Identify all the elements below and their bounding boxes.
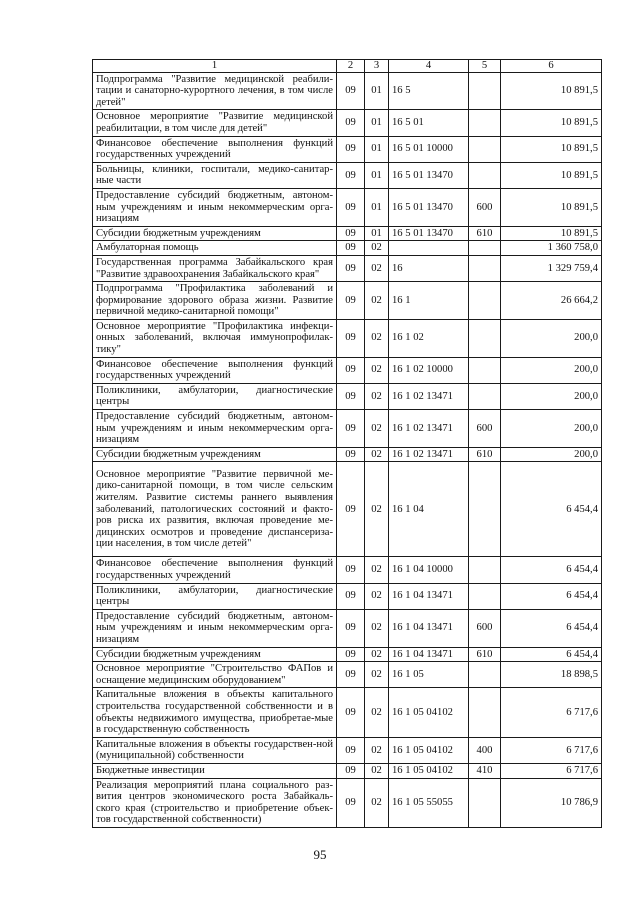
cell-section: 09 [337,410,365,448]
cell-name: Основное мероприятие "Строительство ФАПов и оснащение медицинским оборудованием" [93,662,337,688]
cell-expense-type [469,662,501,688]
cell-amount: 6 454,4 [501,462,602,557]
cell-name: Государственная программа Забайкальского края "Развитие здравоохранения Забайкальского края" [93,255,337,281]
table-body [93,60,602,828]
cell-subsection: 01 [365,110,389,136]
table-row [93,778,602,827]
cell-amount: 6 717,6 [501,763,602,778]
cell-expense-type [469,462,501,557]
cell-target-article: 16 1 04 13471 [389,647,469,662]
cell-section: 09 [337,110,365,136]
cell-section: 09 [337,136,365,162]
cell-subsection: 02 [365,357,389,383]
cell-subsection: 02 [365,583,389,609]
cell-amount: 10 891,5 [501,188,602,226]
cell-target-article: 16 1 02 13471 [389,410,469,448]
cell-target-article: 16 1 04 [389,462,469,557]
cell-target-article: 16 1 05 04102 [389,763,469,778]
cell-subsection: 01 [365,226,389,241]
table-row [93,410,602,448]
cell-section: 09 [337,226,365,241]
cell-target-article: 16 5 01 13470 [389,188,469,226]
cell-name: Предоставление субсидий бюджетным, автоном-ным учреждениям и иным некоммерческим орга-низациям [93,188,337,226]
cell-section: 09 [337,763,365,778]
cell-amount: 1 360 758,0 [501,241,602,256]
cell-section: 09 [337,241,365,256]
cell-name: Основное мероприятие "Развитие первичной ме-дико-санитарной помощи, в том числе сельским жителям. Развитие системы раннего выявления заболеваний, патологических состояний и факто-ров риска их развития, включая проведение ме-дицинских осмотров и проведение диспансериза-ции населения, в том числе детей" [93,462,337,557]
cell-name: Финансовое обеспечение выполнения функций государственных учреждений [93,136,337,162]
cell-expense-type: 600 [469,188,501,226]
cell-amount: 6 717,6 [501,688,602,737]
table-row [93,110,602,136]
cell-section: 09 [337,357,365,383]
cell-target-article: 16 [389,255,469,281]
cell-subsection: 02 [365,688,389,737]
cell-subsection: 02 [365,778,389,827]
cell-name: Реализация мероприятий плана социального раз-вития центров экономического роста Забайкаль-ского края (строительство и приобретение объек-тов государственной собственности) [93,778,337,827]
cell-section: 09 [337,447,365,462]
cell-amount: 10 891,5 [501,136,602,162]
cell-subsection: 02 [365,609,389,647]
cell-section: 09 [337,462,365,557]
cell-amount: 200,0 [501,447,602,462]
cell-amount: 6 454,4 [501,647,602,662]
cell-amount: 6 454,4 [501,557,602,583]
cell-expense-type: 600 [469,410,501,448]
cell-name: Финансовое обеспечение выполнения функций государственных учреждений [93,357,337,383]
cell-target-article: 16 1 02 [389,319,469,357]
cell-section: 09 [337,609,365,647]
cell-target-article: 16 1 05 [389,662,469,688]
cell-subsection: 01 [365,162,389,188]
cell-subsection: 02 [365,241,389,256]
cell-target-article: 16 1 04 13471 [389,583,469,609]
cell-target-article: 16 5 01 13470 [389,226,469,241]
cell-expense-type [469,319,501,357]
table-row [93,647,602,662]
cell-target-article: 16 1 [389,282,469,320]
cell-amount: 10 891,5 [501,72,602,110]
cell-section: 09 [337,647,365,662]
cell-expense-type [469,583,501,609]
cell-name: Капитальные вложения в объекты капитального строительства государственной собственности и в объекты недвижимого имущества, приобретае-мые в государственную собственность [93,688,337,737]
cell-section: 09 [337,662,365,688]
cell-section: 09 [337,778,365,827]
cell-amount: 6 454,4 [501,609,602,647]
cell-subsection: 02 [365,462,389,557]
cell-expense-type: 600 [469,609,501,647]
cell-subsection: 02 [365,319,389,357]
cell-expense-type [469,688,501,737]
table-row [93,188,602,226]
cell-amount: 200,0 [501,319,602,357]
cell-target-article: 16 1 05 55055 [389,778,469,827]
cell-expense-type [469,357,501,383]
table-row [93,357,602,383]
cell-subsection: 02 [365,737,389,763]
cell-amount: 6 717,6 [501,737,602,763]
table-row [93,737,602,763]
cell-expense-type: 610 [469,447,501,462]
table-row [93,282,602,320]
cell-section: 09 [337,188,365,226]
cell-target-article: 16 1 02 13471 [389,447,469,462]
cell-name: Подпрограмма "Развитие медицинской реабили-тации и санаторно-курортного лечения, в том числе детей" [93,72,337,110]
table-row [93,136,602,162]
cell-expense-type: 410 [469,763,501,778]
table-row [93,763,602,778]
cell-expense-type [469,241,501,256]
cell-section: 09 [337,72,365,110]
cell-name: Предоставление субсидий бюджетным, автоном-ным учреждениям и иным некоммерческим орга-низациям [93,410,337,448]
table-row [93,583,602,609]
table-row [93,72,602,110]
cell-expense-type [469,778,501,827]
cell-name: Бюджетные инвестиции [93,763,337,778]
cell-expense-type [469,255,501,281]
cell-name: Предоставление субсидий бюджетным, автоном-ным учреждениям и иным некоммерческим орга-низациям [93,609,337,647]
cell-section: 09 [337,557,365,583]
cell-section: 09 [337,737,365,763]
cell-section: 09 [337,688,365,737]
cell-subsection: 02 [365,282,389,320]
cell-subsection: 02 [365,447,389,462]
cell-amount: 26 664,2 [501,282,602,320]
cell-expense-type [469,72,501,110]
cell-target-article: 16 5 01 10000 [389,136,469,162]
budget-table [92,59,602,828]
table-row [93,447,602,462]
cell-expense-type: 400 [469,737,501,763]
table-row [93,255,602,281]
cell-expense-type [469,110,501,136]
cell-target-article: 16 1 02 10000 [389,357,469,383]
cell-subsection: 02 [365,647,389,662]
cell-name: Капитальные вложения в объекты государствен-ной (муниципальной) собственности [93,737,337,763]
cell-subsection: 01 [365,136,389,162]
cell-section: 09 [337,583,365,609]
cell-amount: 10 786,9 [501,778,602,827]
cell-target-article: 16 1 04 13471 [389,609,469,647]
cell-subsection: 01 [365,188,389,226]
header-col-2: 2 [337,60,365,73]
table-row [93,319,602,357]
table-row [93,688,602,737]
header-col-5: 5 [469,60,501,73]
cell-subsection: 02 [365,763,389,778]
table-header-row [93,60,602,73]
cell-target-article: 16 1 04 10000 [389,557,469,583]
cell-name: Поликлиники, амбулатории, диагностические центры [93,383,337,409]
cell-target-article: 16 5 01 [389,110,469,136]
cell-subsection: 02 [365,557,389,583]
header-col-6: 6 [501,60,602,73]
cell-target-article: 16 5 01 13470 [389,162,469,188]
cell-name: Амбулаторная помощь [93,241,337,256]
cell-expense-type: 610 [469,226,501,241]
cell-name: Больницы, клиники, госпитали, медико-санитар-ные части [93,162,337,188]
cell-amount: 10 891,5 [501,110,602,136]
cell-section: 09 [337,162,365,188]
table-row [93,226,602,241]
cell-amount: 1 329 759,4 [501,255,602,281]
cell-amount: 6 454,4 [501,583,602,609]
cell-section: 09 [337,255,365,281]
cell-expense-type [469,383,501,409]
cell-amount: 10 891,5 [501,226,602,241]
cell-expense-type: 610 [469,647,501,662]
cell-target-article: 16 1 05 04102 [389,737,469,763]
cell-name: Субсидии бюджетным учреждениям [93,226,337,241]
table-row [93,462,602,557]
cell-name: Финансовое обеспечение выполнения функций государственных учреждений [93,557,337,583]
cell-name: Подпрограмма "Профилактика заболеваний и формирование здорового образа жизни. Развитие первичной медико-санитарной помощи" [93,282,337,320]
table-row [93,162,602,188]
cell-target-article: 16 1 05 04102 [389,688,469,737]
table-row [93,609,602,647]
cell-subsection: 02 [365,255,389,281]
cell-expense-type [469,162,501,188]
cell-expense-type [469,136,501,162]
table-row [93,557,602,583]
cell-subsection: 02 [365,410,389,448]
cell-subsection: 02 [365,662,389,688]
cell-name: Поликлиники, амбулатории, диагностические центры [93,583,337,609]
cell-section: 09 [337,319,365,357]
cell-name: Субсидии бюджетным учреждениям [93,447,337,462]
header-col-4: 4 [389,60,469,73]
cell-subsection: 02 [365,383,389,409]
header-col-3: 3 [365,60,389,73]
cell-section: 09 [337,282,365,320]
table-row [93,241,602,256]
table-row [93,383,602,409]
cell-target-article: 16 5 [389,72,469,110]
cell-amount: 10 891,5 [501,162,602,188]
cell-subsection: 01 [365,72,389,110]
cell-amount: 200,0 [501,383,602,409]
header-col-1: 1 [93,60,337,73]
cell-expense-type [469,557,501,583]
cell-amount: 18 898,5 [501,662,602,688]
cell-target-article: 16 1 02 13471 [389,383,469,409]
cell-amount: 200,0 [501,410,602,448]
cell-name: Субсидии бюджетным учреждениям [93,647,337,662]
cell-name: Основное мероприятие "Профилактика инфекци-онных заболеваний, включая иммунопрофилак-тику" [93,319,337,357]
cell-expense-type [469,282,501,320]
cell-section: 09 [337,383,365,409]
cell-name: Основное мероприятие "Развитие медицинской реабилитации, в том числе для детей" [93,110,337,136]
page-number: 95 [313,847,327,862]
cell-amount: 200,0 [501,357,602,383]
cell-target-article [389,241,469,256]
table-row [93,662,602,688]
